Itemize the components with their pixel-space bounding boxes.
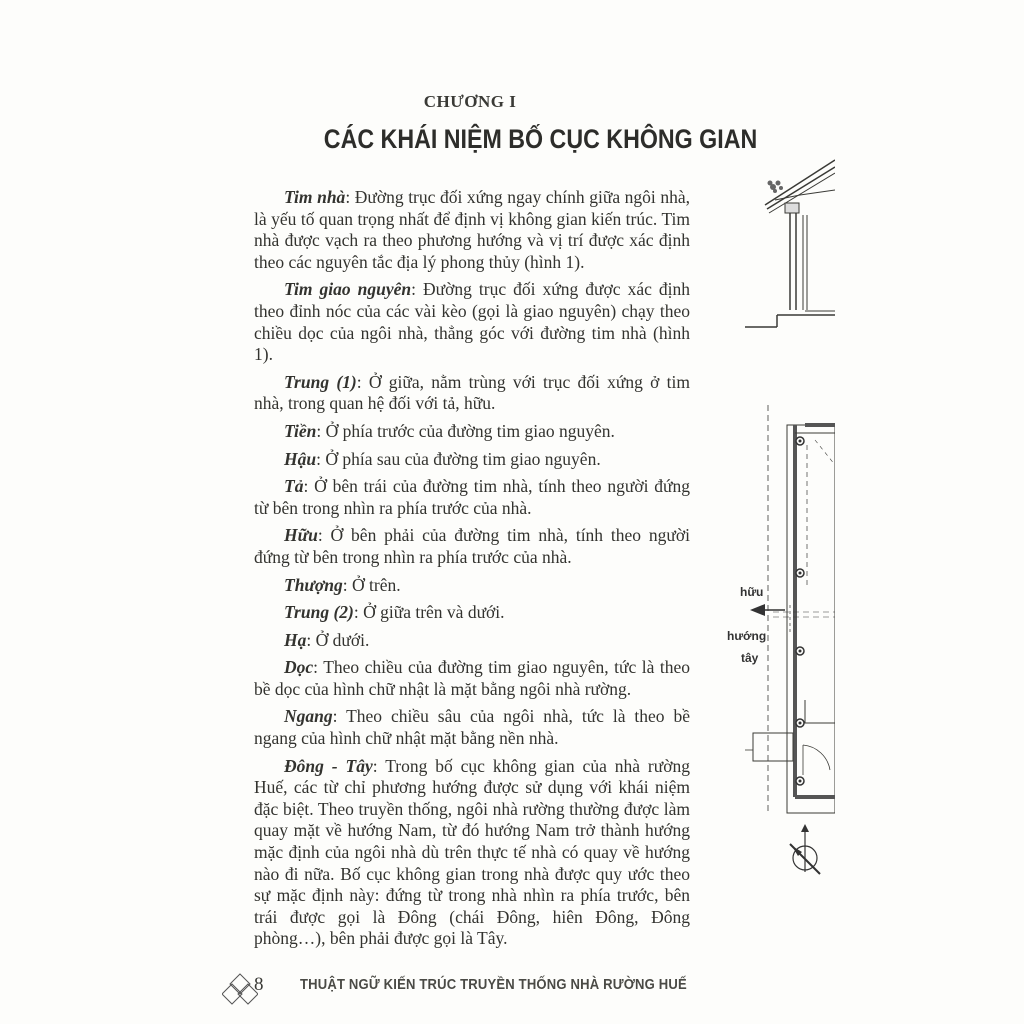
definition: : Ở trên.	[342, 574, 401, 595]
term: Thượng	[284, 574, 343, 595]
definition: : Theo chiều của đường tim giao nguyên, tức là theo bề dọc của hình chữ nhật là mặt bằng ngôi nhà rường.	[254, 657, 690, 699]
term: Hậu	[284, 448, 317, 469]
paragraph-doc	[254, 657, 690, 700]
floor-plan-drawing	[745, 405, 835, 815]
term: Ngang	[284, 706, 333, 727]
term: Hữu	[284, 525, 318, 546]
paragraph-trung-2	[254, 602, 690, 624]
term: Hạ	[284, 629, 307, 650]
definition: : Ở dưới.	[306, 629, 370, 650]
paragraph-hau	[254, 449, 690, 471]
term: Dọc	[284, 657, 314, 678]
term: Tim nhà	[284, 187, 346, 207]
paragraph-ngang	[254, 706, 690, 749]
paragraph-tim-nha	[254, 187, 690, 273]
term: Trung (1)	[284, 371, 357, 392]
diagram-label-huong: hướng	[727, 629, 767, 643]
term: Tim giao nguyên	[284, 279, 412, 300]
paragraph-thuong	[254, 575, 690, 597]
page-number: 8	[254, 974, 264, 995]
definition: : Đường trục đối xứng được xác định theo đỉnh nóc của các vài kèo (gọi là giao nguyên) chạy theo chiều dọc của ngôi nhà, thẳng góc với đường tim nhà (hình 1).	[254, 279, 690, 365]
paragraph-trung-1	[254, 372, 690, 415]
paragraph-huu	[254, 525, 690, 568]
paragraph-ta	[254, 476, 690, 519]
paragraph-ha	[254, 630, 690, 652]
term: Tả	[284, 476, 304, 497]
diagram-label-tay: tây	[741, 651, 759, 665]
diamond-ornament-icon	[222, 970, 258, 1006]
definition: : Trong bố cục không gian của nhà rường Huế, các từ chỉ phương hướng được sử dụng với khái niệm đặc biệt. Theo truyền thống, ngôi nhà rường thường được làm quay mặt về hướng Nam, từ đó hướng Nam trở thành hướng mặc định của ngôi nhà dù trên thực tế nhà có quay về hướng nào đi nữa. Bố cục không gian trong nhà được quy ước theo sự mặc định này: đứng từ trong nhà nhìn ra phía trước, bên trái được gọi là Đông (chái Đông, hiên Đông, Đông phòng…), bên phải được gọi là Tây.	[254, 755, 691, 949]
term: Tiền	[284, 420, 317, 441]
page-footer	[222, 970, 702, 1000]
body-text	[254, 187, 690, 956]
diagram-label-huu: hữu	[740, 585, 764, 599]
paragraph-tim-giao-nguyen	[254, 279, 690, 365]
paragraph-tien	[254, 421, 690, 443]
elevation-drawing	[745, 155, 835, 335]
definition: : Theo chiều sâu của ngôi nhà, tức là theo bề ngang của hình chữ nhật mặt bằng nền nhà.	[254, 706, 690, 749]
west-arrow-icon	[750, 604, 765, 616]
definition: : Đường trục đối xứng ngay chính giữa ngôi nhà, là yếu tố quan trọng nhất để định vị không gian kiến trúc. Tim nhà được vạch ra theo phương hướng và vị trí được xác định theo các nguyên tắc địa lý phong thủy (hình 1).	[254, 187, 691, 272]
compass-icon	[780, 822, 830, 882]
definition: : Ở bên phải của đường tim nhà, tính theo người đứng từ bên trong nhìn ra phía trước của nhà.	[254, 525, 690, 567]
definition: : Ở bên trái của đường tim nhà, tính theo người đứng từ bên trong nhìn ra phía trước của nhà.	[254, 476, 690, 518]
chapter-label: CHƯƠNG I	[423, 92, 517, 111]
term: Trung (2)	[284, 602, 354, 623]
definition: : Ở giữa, nằm trùng với trục đối xứng ở tim nhà, trong quan hệ đối với tả, hữu.	[254, 371, 690, 414]
paragraph-dong-tay	[254, 756, 690, 950]
definition: : Ở phía trước của đường tim giao nguyên.	[316, 420, 615, 441]
chapter-title: CÁC KHÁI NIỆM BỐ CỤC KHÔNG GIAN	[323, 124, 758, 154]
term: Đông - Tây	[284, 755, 373, 776]
running-footer-title: THUẬT NGỮ KIẾN TRÚC TRUYỀN THỐNG NHÀ RƯỜNG HUẾ	[300, 977, 687, 993]
definition: : Ở phía sau của đường tim giao nguyên.	[316, 448, 601, 469]
definition: : Ở giữa trên và dưới.	[353, 602, 505, 623]
